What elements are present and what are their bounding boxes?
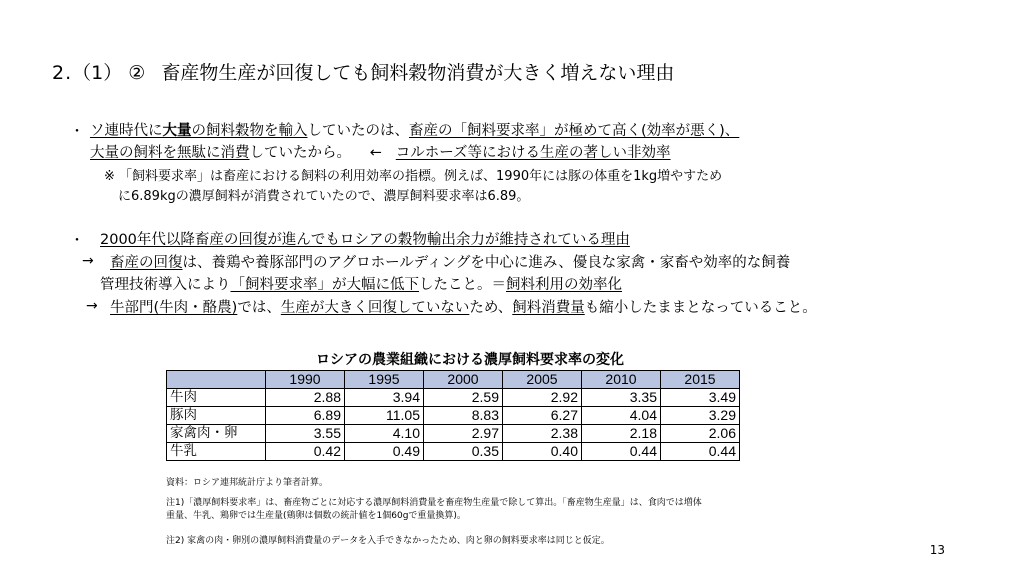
- cell-value: 6.89: [266, 407, 345, 425]
- table-row: [167, 443, 740, 461]
- cell-value: 0.35: [424, 443, 503, 461]
- cell-value: 2.06: [661, 425, 740, 443]
- title-number: 2.: [52, 62, 73, 84]
- cell-value: 8.83: [424, 407, 503, 425]
- cell-value: 3.35: [582, 389, 661, 407]
- b1-l1-s6: 畜産の「飼料要求率」が極めて高く(効率が悪く)、: [409, 123, 740, 139]
- row-label: 家禽肉・卵: [167, 425, 266, 443]
- cell-value: 3.29: [661, 407, 740, 425]
- bullet2-line2: [110, 253, 790, 273]
- bullet1-line1: [90, 121, 739, 141]
- b2-arrow-2: →: [86, 298, 98, 314]
- cell-value: 6.27: [503, 407, 582, 425]
- bullet-marker-1: ・: [70, 124, 84, 140]
- b1-l2-arrow: ←: [369, 145, 382, 161]
- header-year: 2000: [424, 371, 503, 389]
- feed-ratio-table: [166, 370, 740, 461]
- source-note: 資料：ロシア連邦統計庁より筆者計算。: [166, 478, 329, 488]
- table-row: [167, 425, 740, 443]
- cell-value: 0.44: [582, 443, 661, 461]
- header-year: 2010: [582, 371, 661, 389]
- title-part2: ②: [128, 62, 146, 84]
- footnote1-line2: 重量、牛乳、鶏卵では生産量(鶏卵は個数の統計値を1個60gで重量換算)。: [166, 511, 466, 521]
- header-year: 1990: [266, 371, 345, 389]
- b2-l3-s1: 管理技術導入により: [100, 277, 231, 293]
- table-row: [167, 389, 740, 407]
- bullet2-line4: [110, 298, 817, 318]
- cell-value: 2.59: [424, 389, 503, 407]
- b1-l1-s3: の: [191, 123, 206, 139]
- bullet1-line2: [90, 143, 671, 163]
- bullet2-line1: [100, 230, 630, 250]
- cell-value: 11.05: [345, 407, 424, 425]
- row-label: 牛肉: [167, 389, 266, 407]
- cell-value: 2.18: [582, 425, 661, 443]
- b2-arrow-1: →: [82, 253, 94, 269]
- cell-value: 4.04: [582, 407, 661, 425]
- footnote2: 注2) 家禽の肉・卵別の濃厚飼料消費量のデータを入手できなかったため、肉と卵の飼料要求率は同じと仮定。: [166, 536, 610, 546]
- b2-l3-s3: したこと。＝: [419, 277, 506, 293]
- b1-l2-s1: 大量の飼料を無駄に消費: [90, 145, 250, 161]
- cell-value: 3.49: [661, 389, 740, 407]
- title-part1: （1）: [72, 62, 123, 84]
- header-year: 2015: [661, 371, 740, 389]
- cell-value: 2.38: [503, 425, 582, 443]
- b1-l1-s1: ソ連時代に: [90, 123, 163, 139]
- b2-l4-s6: も縮小したままとなっていること。: [584, 300, 817, 316]
- cell-value: 3.94: [345, 389, 424, 407]
- b2-l1: 2000年代以降畜産の回復が進んでもロシアの穀物輸出余力が維持されている理由: [100, 232, 630, 248]
- b1-l1-s2: 大量: [162, 123, 192, 139]
- b1-l2-s3: コルホーズ等における生産の著しい非効率: [395, 145, 671, 161]
- row-label: 豚肉: [167, 407, 266, 425]
- table-row: [167, 407, 740, 425]
- b2-l4-s5: 飼料消費量: [512, 300, 585, 316]
- bullet-marker-2: ・: [70, 233, 84, 249]
- b2-l3-s4: 飼料利用の効率化: [506, 277, 622, 293]
- page-number: 13: [929, 543, 945, 557]
- row-label: 牛乳: [167, 443, 266, 461]
- b2-l4-s4: ため、: [469, 300, 513, 316]
- table-title: ロシアの農業組織における濃厚飼料要求率の変化: [316, 352, 624, 368]
- b2-l4-s1: 牛部門(牛肉・酪農): [110, 300, 238, 316]
- cell-value: 3.55: [266, 425, 345, 443]
- header-year: 1995: [345, 371, 424, 389]
- b1-l2-s2: していたから。: [249, 145, 351, 161]
- cell-value: 0.40: [503, 443, 582, 461]
- cell-value: 4.10: [345, 425, 424, 443]
- b2-l3-s2: 「飼料要求率」が大幅に低下: [230, 277, 419, 293]
- note1-line1: ※ 「飼料要求率」は畜産における飼料の利用効率の指標。例えば、1990年には豚の体重を1kg増やすため: [104, 169, 723, 184]
- b2-l2-s2: は、養鶏や養豚部門のアグロホールディングを中心に進み、優良な家禽・家畜や効率的な飼養: [182, 255, 791, 271]
- footnote1-line1: 注1)「濃厚飼料要求率」は、畜産物ごとに対応する濃厚飼料消費量を畜産物生産量で除して算出。「畜産物生産量」は、食肉では増体: [166, 498, 702, 508]
- cell-value: 2.88: [266, 389, 345, 407]
- cell-value: 0.42: [266, 443, 345, 461]
- b1-l1-s4: 飼料穀物を輸入: [206, 123, 308, 139]
- b2-l2-s1: 畜産の回復: [110, 255, 183, 271]
- note1-line2: に6.89kgの濃厚飼料が消費されていたので、濃厚飼料要求率は6.89。: [118, 189, 530, 204]
- bullet2-line3: [100, 275, 622, 295]
- table-header-row: [167, 371, 740, 389]
- header-year: 2005: [503, 371, 582, 389]
- b1-l1-s5: していたのは、: [307, 123, 409, 139]
- b2-l4-s2: では、: [237, 300, 281, 316]
- header-blank: [167, 371, 266, 389]
- b2-l4-s3: 生産が大きく回復していない: [280, 300, 470, 316]
- title-text: 畜産物生産が回復しても飼料穀物消費が大きく増えない理由: [161, 62, 675, 84]
- cell-value: 2.92: [503, 389, 582, 407]
- cell-value: 0.49: [345, 443, 424, 461]
- cell-value: 2.97: [424, 425, 503, 443]
- cell-value: 0.44: [661, 443, 740, 461]
- slide-title: [52, 58, 674, 85]
